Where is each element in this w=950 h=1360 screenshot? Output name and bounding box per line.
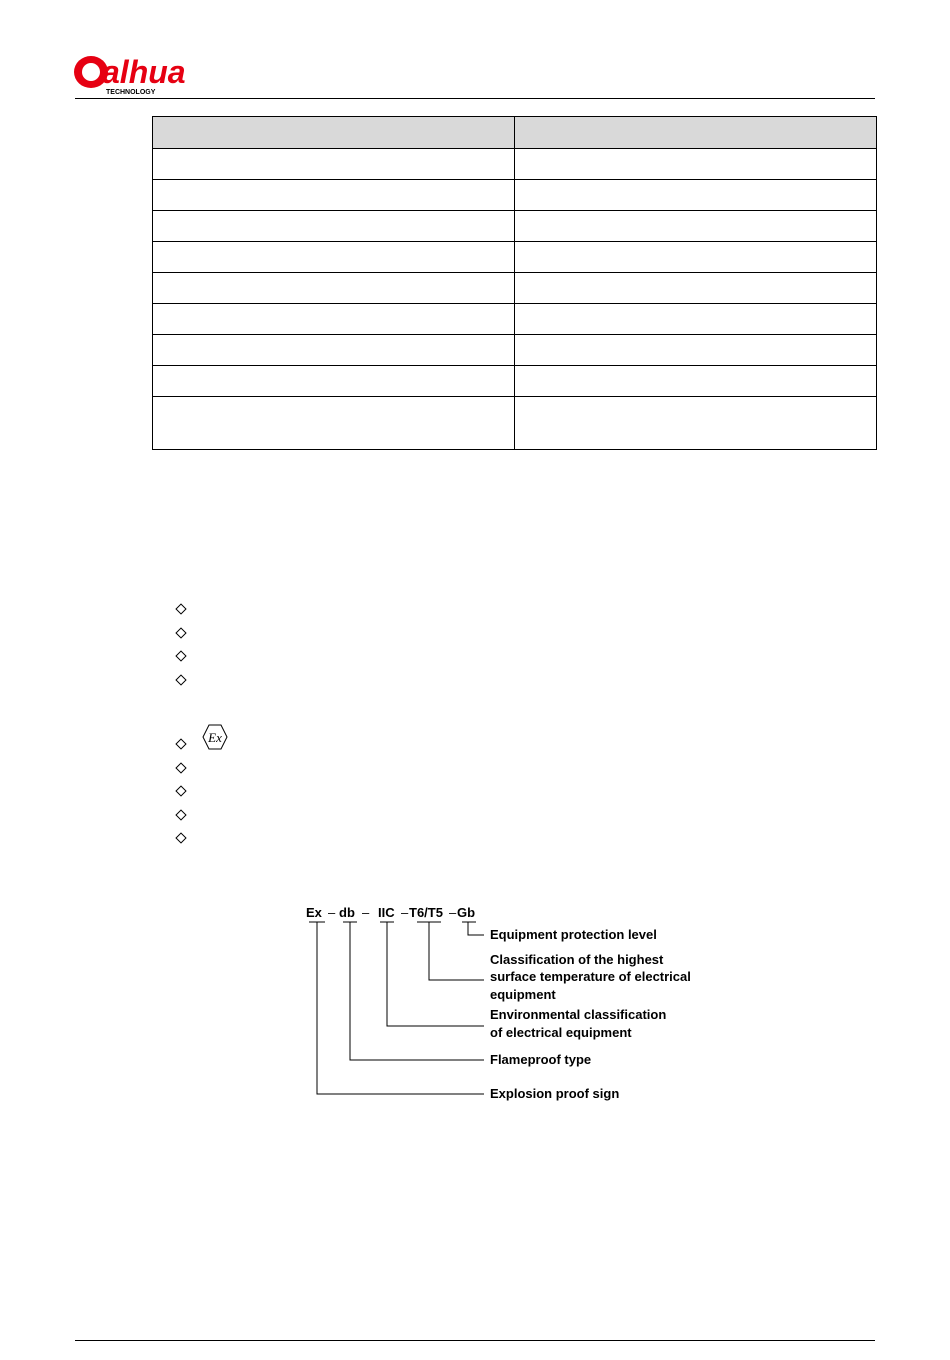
- table-cell: [515, 149, 877, 180]
- label-environmental-class-line2: of electrical equipment: [490, 1025, 632, 1040]
- logo-wordmark: alhua: [102, 54, 186, 90]
- label-explosion-proof-sign: Explosion proof sign: [490, 1086, 620, 1101]
- table-cell: [153, 211, 515, 242]
- table-row: [153, 304, 877, 335]
- table-cell: [515, 304, 877, 335]
- footer-rule: [75, 1340, 875, 1341]
- table-cell: [515, 335, 877, 366]
- table-row: [153, 180, 877, 211]
- table-cell: [153, 366, 515, 397]
- table-cell: [515, 366, 877, 397]
- table-row: [153, 242, 877, 273]
- logo-subtext: TECHNOLOGY: [106, 89, 156, 96]
- table-header-cell: [515, 117, 877, 149]
- table-header-cell: [153, 117, 515, 149]
- table-cell: [515, 242, 877, 273]
- marking-temp-class: T6/T5: [409, 905, 443, 920]
- marking-ex: Ex: [306, 905, 322, 920]
- header-rule: [75, 98, 875, 99]
- table-cell: [153, 149, 515, 180]
- ex-hexagon-icon: [202, 724, 228, 750]
- table-cell: [153, 273, 515, 304]
- table-cell: [153, 304, 515, 335]
- marking-separator: –: [401, 905, 409, 920]
- table-cell: [515, 211, 877, 242]
- marking-iic: IIC: [378, 905, 395, 920]
- table-header-row: [153, 117, 877, 149]
- spec-table: [152, 116, 877, 450]
- label-temperature-class-line1: Classification of the highest: [490, 952, 664, 967]
- table-cell: [515, 397, 877, 450]
- marking-separator: –: [328, 905, 336, 920]
- table-cell: [153, 397, 515, 450]
- table-row: [153, 335, 877, 366]
- label-environmental-class-line1: Environmental classification: [490, 1007, 667, 1022]
- marking-db: db: [339, 905, 355, 920]
- diamond-bullet-icon: [175, 603, 186, 614]
- table-row: [153, 397, 877, 450]
- leader-lines: [309, 922, 484, 1094]
- dahua-logo: [72, 50, 212, 96]
- diamond-bullet-icon: [175, 785, 186, 796]
- table-row: [153, 366, 877, 397]
- diamond-bullet-icon: [175, 674, 186, 685]
- diamond-bullet-icon: [175, 627, 186, 638]
- table-row: [153, 273, 877, 304]
- label-temperature-class-line3: equipment: [490, 987, 556, 1002]
- table-cell: [515, 180, 877, 211]
- label-temperature-class-line2: surface temperature of electrical: [490, 969, 691, 984]
- marking-gb: Gb: [457, 905, 476, 920]
- diamond-bullet-icon: [175, 650, 186, 661]
- ex-marking-diagram: [300, 898, 740, 1108]
- diamond-bullet-icon: [175, 762, 186, 773]
- label-flameproof-type: Flameproof type: [490, 1052, 592, 1067]
- label-equipment-protection-level: Equipment protection level: [490, 927, 657, 942]
- marking-separator: –: [362, 905, 370, 920]
- table-row: [153, 149, 877, 180]
- marking-separator: –: [449, 905, 457, 920]
- table-cell: [153, 180, 515, 211]
- svg-text:Ex: Ex: [208, 730, 222, 745]
- table-cell: [153, 242, 515, 273]
- diamond-bullet-icon: [175, 832, 186, 843]
- table-row: [153, 211, 877, 242]
- diamond-bullet-icon: [175, 809, 186, 820]
- table-cell: [515, 273, 877, 304]
- diamond-bullet-icon: [175, 738, 186, 749]
- table-cell: [153, 335, 515, 366]
